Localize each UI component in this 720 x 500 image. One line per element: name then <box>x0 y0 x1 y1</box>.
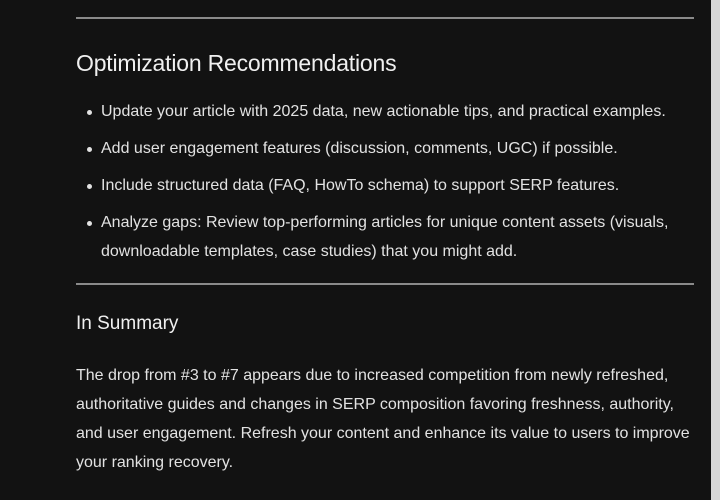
list-item <box>76 208 694 266</box>
list-item-text: Update your article with 2025 data, new actionable tips, and practical examples. <box>101 103 666 120</box>
bullet-icon <box>87 110 92 115</box>
list-item-text: Add user engagement features (discussion, comments, UGC) if possible. <box>101 140 618 157</box>
bullet-icon <box>87 147 92 152</box>
section-divider <box>76 17 694 19</box>
list-item <box>76 171 694 200</box>
bullet-icon <box>87 184 92 189</box>
list-item-text: Analyze gaps: Review top-performing articles for unique content assets (visuals, downloadable templates, case studies) that you might add. <box>101 214 669 260</box>
recommendations-list <box>76 97 694 266</box>
section-divider <box>76 283 694 285</box>
list-item <box>76 134 694 163</box>
scrollbar[interactable] <box>711 0 720 500</box>
list-item-text: Include structured data (FAQ, HowTo schema) to support SERP features. <box>101 177 620 194</box>
bullet-icon <box>87 221 92 226</box>
summary-paragraph: The drop from #3 to #7 appears due to increased competition from newly refreshed, authoritative guides and changes in SERP composition favoring freshness, authority, and user engagement. Refresh your content and enhance its value to users to improve your ranking recovery. <box>76 367 690 471</box>
recommendations-heading: Optimization Recommendations <box>76 50 397 76</box>
list-item <box>76 97 694 126</box>
summary-heading: In Summary <box>76 313 179 334</box>
article-content <box>76 0 694 477</box>
